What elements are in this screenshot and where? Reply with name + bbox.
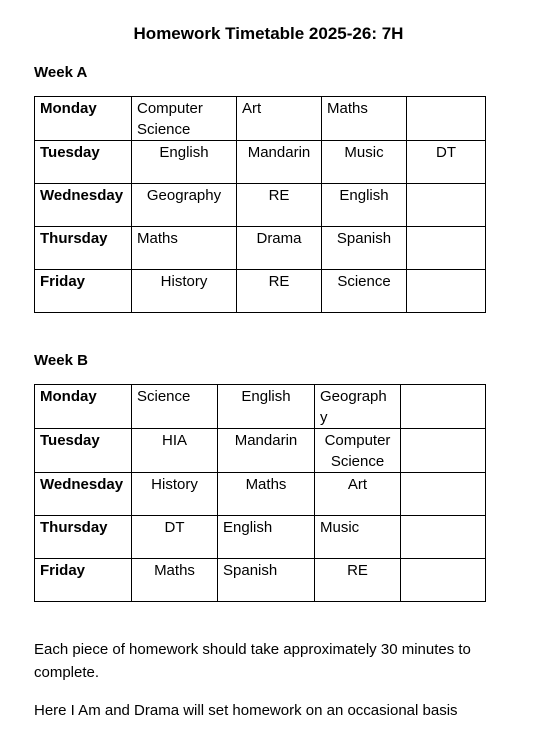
subject-cell: Music (322, 141, 407, 184)
day-cell: Tuesday (35, 429, 132, 473)
week-a-table (34, 96, 486, 313)
subject-cell: History (132, 473, 218, 516)
subject-cell: Spanish (218, 559, 315, 602)
subject-cell: Maths (132, 559, 218, 602)
table-row (35, 227, 486, 270)
page-title: Homework Timetable 2025-26: 7H (133, 24, 404, 43)
subject-cell: English (218, 385, 315, 429)
table-row (35, 473, 486, 516)
day-cell: Thursday (35, 516, 132, 559)
subject-cell (407, 270, 486, 313)
subject-cell: RE (237, 184, 322, 227)
table-row (35, 184, 486, 227)
subject-cell: Maths (218, 473, 315, 516)
subject-cell: Computer Science (132, 97, 237, 141)
week-b-heading: Week B (34, 352, 88, 369)
subject-cell: Mandarin (218, 429, 315, 473)
duration-note: Each piece of homework should take approximately 30 minutes to complete. (34, 641, 471, 681)
subject-cell (407, 97, 486, 141)
day-cell: Wednesday (35, 473, 132, 516)
day-cell: Friday (35, 270, 132, 313)
subject-cell: Mandarin (237, 141, 322, 184)
day-cell: Tuesday (35, 141, 132, 184)
table-row (35, 559, 486, 602)
subject-cell (401, 429, 486, 473)
subject-cell: Art (315, 473, 401, 516)
day-cell: Wednesday (35, 184, 132, 227)
subject-cell (401, 516, 486, 559)
subject-cell: Computer Science (315, 429, 401, 473)
subject-cell (407, 227, 486, 270)
subject-cell (401, 473, 486, 516)
day-cell: Thursday (35, 227, 132, 270)
table-row (35, 385, 486, 429)
subject-cell: RE (315, 559, 401, 602)
day-cell: Friday (35, 559, 132, 602)
subject-cell: History (132, 270, 237, 313)
subject-cell: English (322, 184, 407, 227)
table-row (35, 270, 486, 313)
subject-cell: Spanish (322, 227, 407, 270)
day-cell: Monday (35, 385, 132, 429)
subject-cell: Science (132, 385, 218, 429)
subject-cell: English (132, 141, 237, 184)
subject-cell: Science (322, 270, 407, 313)
subject-cell: DT (132, 516, 218, 559)
subject-cell: Drama (237, 227, 322, 270)
subject-cell: DT (407, 141, 486, 184)
week-a-heading: Week A (34, 64, 88, 81)
subject-cell: Music (315, 516, 401, 559)
occasional-note: Here I Am and Drama will set homework on an occasional basis (34, 702, 458, 719)
subject-cell: Art (237, 97, 322, 141)
table-row (35, 429, 486, 473)
table-row (35, 516, 486, 559)
subject-cell (407, 184, 486, 227)
table-row (35, 97, 486, 141)
week-b-table (34, 384, 486, 602)
subject-cell (401, 559, 486, 602)
subject-cell: Maths (322, 97, 407, 141)
day-cell: Monday (35, 97, 132, 141)
subject-cell: Maths (132, 227, 237, 270)
subject-cell: Geography (132, 184, 237, 227)
subject-cell (401, 385, 486, 429)
subject-cell: English (218, 516, 315, 559)
subject-cell: RE (237, 270, 322, 313)
table-row (35, 141, 486, 184)
subject-cell: Geograph y (315, 385, 401, 429)
subject-cell: HIA (132, 429, 218, 473)
